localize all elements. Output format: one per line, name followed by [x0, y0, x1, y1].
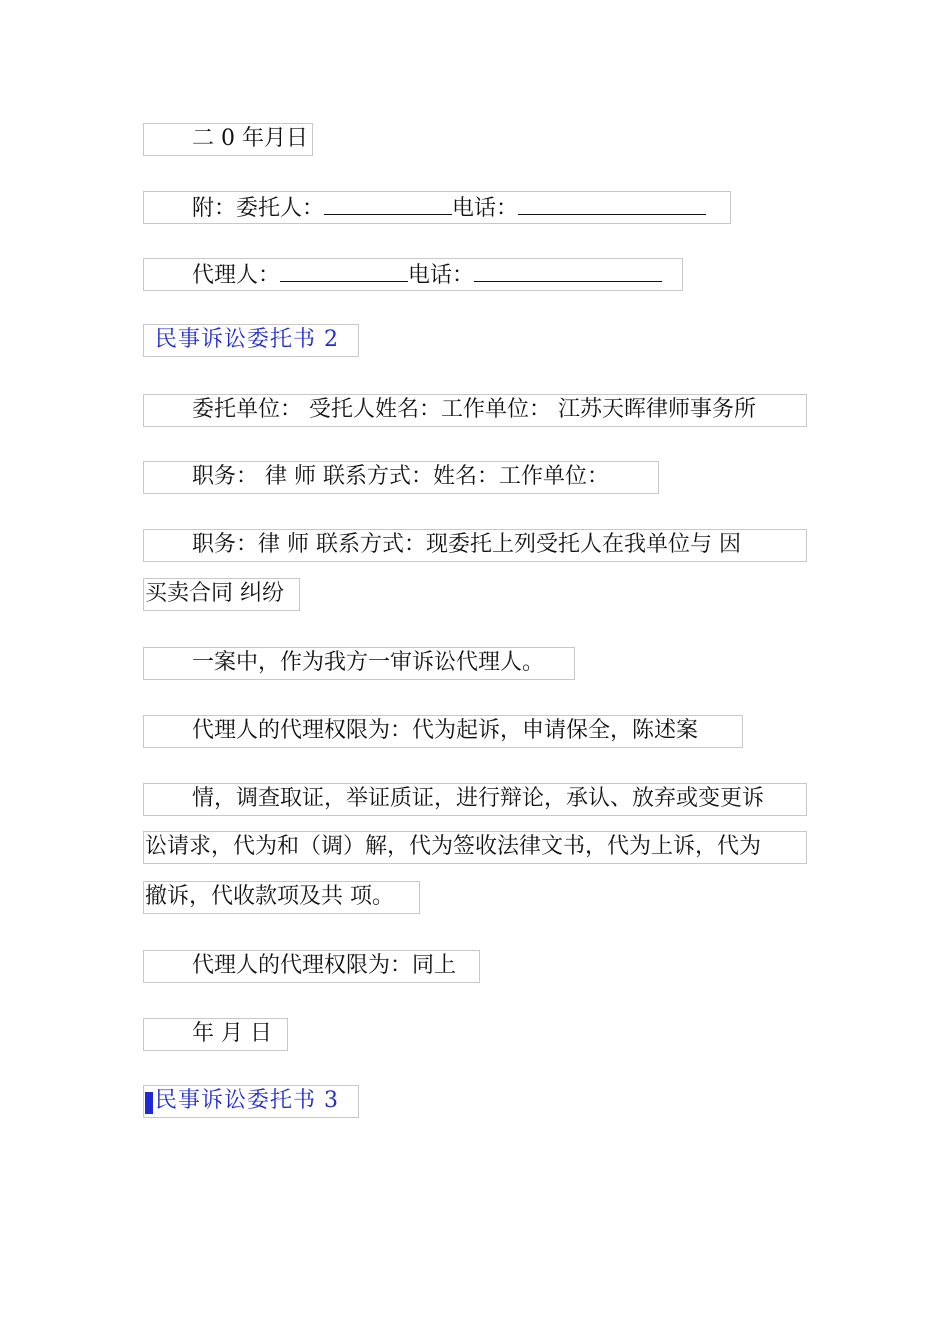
agent-phone-blank — [474, 259, 662, 282]
agent-phone-label: 电话： — [408, 263, 475, 288]
section-heading-2: 民事诉讼委托书 2 — [143, 324, 359, 357]
body-line-7: 情，调查取证，举证质证，进行辩论，承认、放弃或变更诉 — [143, 783, 807, 816]
body-line-4: 买卖合同 纠纷 — [143, 578, 300, 611]
date-line: 二 0 年月日 — [143, 123, 313, 156]
section-heading-3 — [143, 1085, 359, 1118]
body-line-5: 一案中，作为我方一审诉讼代理人。 — [143, 647, 575, 680]
body-line-3: 职务：律 师 联系方式：现委托上列受托人在我单位与 因 — [143, 529, 807, 562]
agent-label: 代理人： — [192, 263, 281, 288]
body-line-11: 年 月 日 — [143, 1018, 288, 1051]
body-line-9: 撤诉，代收款项及共 项。 — [143, 881, 420, 914]
agent-line — [143, 258, 683, 291]
client-phone-label: 电话： — [452, 196, 519, 221]
client-blank — [324, 192, 452, 215]
body-line-2: 职务： 律 师 联系方式：姓名：工作单位： — [143, 461, 659, 494]
body-line-1: 委托单位： 受托人姓名：工作单位： 江苏天晖律师事务所 — [143, 394, 807, 427]
client-phone-blank — [518, 192, 706, 215]
client-label: 附：委托人： — [192, 196, 325, 221]
body-line-6: 代理人的代理权限为：代为起诉，申请保全，陈述案 — [143, 715, 743, 748]
body-line-8: 讼请求，代为和（调）解，代为签收法律文书，代为上诉，代为 — [143, 831, 807, 864]
agent-blank — [280, 259, 408, 282]
body-line-10: 代理人的代理权限为：同上 — [143, 950, 480, 983]
text-cursor-marker — [145, 1092, 153, 1114]
attachment-client-line — [143, 191, 731, 224]
section-heading-3-text: 民事诉讼委托书 3 — [155, 1088, 339, 1113]
